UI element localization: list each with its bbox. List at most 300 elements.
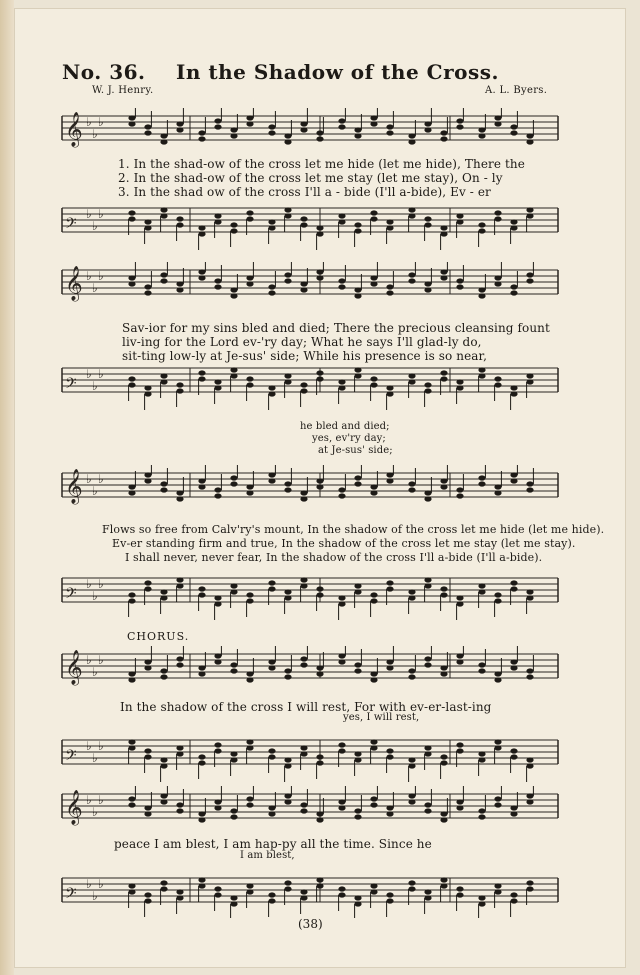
note-head: [214, 213, 221, 218]
note-head: [128, 889, 135, 894]
note-head: [214, 653, 221, 658]
note-head: [268, 665, 275, 670]
note-head: [338, 487, 345, 492]
note-head: [510, 659, 517, 664]
note-head: [144, 754, 151, 759]
bass-clef-icon: 𝄢: [65, 885, 77, 906]
note-head: [284, 589, 291, 594]
note-head: [230, 751, 237, 756]
note-head: [300, 662, 307, 667]
note-head: [268, 472, 275, 477]
note-head: [370, 677, 377, 682]
note-head: [316, 136, 323, 141]
note-head: [494, 281, 501, 286]
note-head: [214, 487, 221, 492]
note-head: [284, 139, 291, 144]
note-head: [230, 895, 237, 900]
note-head: [284, 668, 291, 673]
note-head: [354, 367, 361, 372]
note-head: [526, 674, 533, 679]
note-head: [510, 385, 517, 390]
note-head: [176, 745, 183, 750]
note-head: [144, 391, 151, 396]
note-head: [284, 373, 291, 378]
note-head: [284, 272, 291, 277]
note-head: [456, 886, 463, 891]
note-head: [494, 275, 501, 280]
note-head: [354, 895, 361, 900]
note-head: [478, 475, 485, 480]
note-head: [386, 385, 393, 390]
note-head: [284, 674, 291, 679]
note-head: [246, 490, 253, 495]
note-head: [456, 124, 463, 129]
note-head: [456, 278, 463, 283]
flat-icon: ♭: [98, 207, 104, 221]
note-head: [230, 589, 237, 594]
note-head: [316, 376, 323, 381]
note-head: [284, 207, 291, 212]
note-head: [230, 668, 237, 673]
note-head: [354, 475, 361, 480]
note-head: [424, 127, 431, 132]
note-head: [214, 493, 221, 498]
note-head: [246, 121, 253, 126]
note-head: [354, 751, 361, 756]
note-head: [198, 665, 205, 670]
note-head: [386, 284, 393, 289]
note-head: [526, 207, 533, 212]
note-head: [440, 269, 447, 274]
note-head: [370, 216, 377, 221]
note-head: [160, 674, 167, 679]
note-head: [214, 892, 221, 897]
note-head: [494, 889, 501, 894]
note-head: [128, 677, 135, 682]
note-head: [176, 889, 183, 894]
note-head: [494, 671, 501, 676]
note-head: [424, 388, 431, 393]
note-head: [214, 742, 221, 747]
note-head: [214, 799, 221, 804]
note-head: [424, 577, 431, 582]
note-head: [246, 376, 253, 381]
note-head: [424, 889, 431, 894]
note-head: [338, 748, 345, 753]
note-head: [424, 121, 431, 126]
note-head: [440, 592, 447, 597]
note-head: [510, 225, 517, 230]
flat-icon: ♭: [86, 577, 92, 591]
note-head: [176, 287, 183, 292]
note-head: [316, 231, 323, 236]
note-head: [230, 293, 237, 298]
note-head: [478, 757, 485, 762]
note-head: [370, 376, 377, 381]
note-head: [424, 656, 431, 661]
note-head: [408, 213, 415, 218]
note-head: [478, 228, 485, 233]
note-head: [526, 793, 533, 798]
flat-icon: ♭: [92, 127, 98, 141]
note-head: [338, 493, 345, 498]
note-head: [160, 379, 167, 384]
note-head: [128, 121, 135, 126]
note-head: [214, 118, 221, 123]
chorus-line2: peace I am blest, I am hap-py all the time. Since he: [114, 837, 432, 851]
note-head: [526, 487, 533, 492]
note-head: [214, 659, 221, 664]
note-head: [370, 490, 377, 495]
note-head: [370, 598, 377, 603]
note-head: [424, 222, 431, 227]
note-head: [214, 601, 221, 606]
note-head: [354, 133, 361, 138]
note-head: [456, 748, 463, 753]
note-head: [300, 287, 307, 292]
note-head: [268, 284, 275, 289]
note-head: [478, 662, 485, 667]
note-head: [176, 656, 183, 661]
note-head: [176, 808, 183, 813]
note-head: [160, 213, 167, 218]
note-head: [144, 892, 151, 897]
note-head: [198, 269, 205, 274]
note-head: [354, 293, 361, 298]
note-head: [440, 478, 447, 483]
note-head: [246, 484, 253, 489]
note-head: [246, 677, 253, 682]
note-head: [408, 481, 415, 486]
note-head: [424, 281, 431, 286]
note-head: [128, 216, 135, 221]
note-head: [478, 481, 485, 486]
note-head: [386, 472, 393, 477]
treble-clef-icon: 𝄞: [65, 112, 83, 147]
note-head: [494, 883, 501, 888]
note-head: [198, 754, 205, 759]
note-head: [424, 751, 431, 756]
note-head: [440, 484, 447, 489]
note-head: [284, 133, 291, 138]
note-head: [160, 589, 167, 594]
note-head: [144, 124, 151, 129]
flat-icon: ♭: [98, 577, 104, 591]
note-head: [160, 793, 167, 798]
note-head: [230, 127, 237, 132]
note-head: [316, 592, 323, 597]
note-head: [338, 805, 345, 810]
note-head: [230, 373, 237, 378]
note-head: [440, 130, 447, 135]
chorus-label: CHORUS.: [127, 630, 190, 643]
note-head: [510, 805, 517, 810]
note-head: [386, 124, 393, 129]
note-head: [300, 127, 307, 132]
note-head: [338, 118, 345, 123]
note-head: [268, 898, 275, 903]
note-head: [440, 376, 447, 381]
note-head: [300, 577, 307, 582]
note-head: [316, 370, 323, 375]
note-head: [128, 490, 135, 495]
note-head: [424, 496, 431, 501]
note-head: [510, 748, 517, 753]
note-head: [316, 811, 323, 816]
note-head: [176, 577, 183, 582]
note-head: [338, 653, 345, 658]
flat-icon: ♭: [86, 367, 92, 381]
note-head: [478, 367, 485, 372]
note-head: [526, 278, 533, 283]
note-head: [408, 886, 415, 891]
treble-clef-icon: 𝄞: [65, 650, 83, 685]
note-head: [408, 595, 415, 600]
note-head: [160, 139, 167, 144]
lyricist-credit: W. J. Henry.: [92, 85, 154, 96]
note-head: [424, 745, 431, 750]
verse2-line2: liv-ing for the Lord ev-'ry day; What he says I'll glad-ly do,: [122, 335, 482, 349]
flat-icon: ♭: [98, 269, 104, 283]
verse1-line2-echo: he bled and died;: [300, 421, 390, 432]
note-head: [510, 580, 517, 585]
note-head: [128, 802, 135, 807]
note-head: [456, 385, 463, 390]
note-head: [300, 382, 307, 387]
note-head: [370, 210, 377, 215]
note-head: [408, 207, 415, 212]
note-head: [230, 367, 237, 372]
note-head: [424, 490, 431, 495]
note-head: [494, 796, 501, 801]
note-head: [408, 880, 415, 885]
note-head: [144, 478, 151, 483]
note-head: [370, 382, 377, 387]
verse3-line3: I shall never, never fear, In the shadow of the cross I'll a-bide (I'll a-bide).: [125, 551, 543, 564]
flat-icon: ♭: [92, 219, 98, 233]
note-head: [268, 892, 275, 897]
note-head: [246, 115, 253, 120]
note-head: [440, 760, 447, 765]
note-head: [214, 595, 221, 600]
note-head: [386, 290, 393, 295]
note-head: [424, 216, 431, 221]
note-head: [354, 668, 361, 673]
note-head: [230, 481, 237, 486]
note-head: [128, 598, 135, 603]
flat-icon: ♭: [92, 281, 98, 295]
note-head: [160, 207, 167, 212]
note-head: [440, 586, 447, 591]
note-head: [316, 877, 323, 882]
note-head: [510, 290, 517, 295]
note-head: [440, 370, 447, 375]
note-head: [316, 130, 323, 135]
note-head: [478, 583, 485, 588]
note-head: [128, 739, 135, 744]
note-head: [246, 592, 253, 597]
note-head: [284, 880, 291, 885]
note-head: [478, 895, 485, 900]
note-head: [316, 586, 323, 591]
note-head: [478, 133, 485, 138]
treble-staff-2: [60, 262, 560, 314]
note-head: [176, 490, 183, 495]
note-head: [284, 481, 291, 486]
treble-staff-1: [60, 108, 560, 160]
note-head: [424, 895, 431, 900]
note-head: [128, 484, 135, 489]
verse2-line2-echo: yes, ev'ry day;: [312, 433, 386, 444]
note-head: [478, 901, 485, 906]
note-head: [300, 751, 307, 756]
note-head: [198, 231, 205, 236]
note-head: [370, 745, 377, 750]
note-head: [494, 490, 501, 495]
note-head: [354, 481, 361, 486]
note-head: [424, 583, 431, 588]
note-head: [494, 598, 501, 603]
note-head: [300, 583, 307, 588]
note-head: [316, 484, 323, 489]
note-head: [300, 216, 307, 221]
note-head: [478, 222, 485, 227]
note-head: [246, 745, 253, 750]
note-head: [456, 219, 463, 224]
note-head: [144, 898, 151, 903]
note-head: [268, 225, 275, 230]
treble-staff-4: [60, 646, 560, 698]
note-head: [144, 586, 151, 591]
flat-icon: ♭: [92, 665, 98, 679]
note-head: [284, 278, 291, 283]
note-head: [246, 796, 253, 801]
bass-staff-1: [60, 200, 560, 252]
bass-clef-icon: 𝄢: [65, 215, 77, 236]
flat-icon: ♭: [92, 805, 98, 819]
note-head: [284, 379, 291, 384]
note-head: [386, 130, 393, 135]
verse3-line2-echo: at Je-sus' side;: [318, 445, 393, 456]
note-head: [144, 748, 151, 753]
note-head: [354, 228, 361, 233]
note-head: [354, 757, 361, 762]
note-head: [456, 742, 463, 747]
note-head: [386, 586, 393, 591]
note-head: [160, 886, 167, 891]
note-head: [128, 376, 135, 381]
note-head: [386, 391, 393, 396]
note-head: [300, 388, 307, 393]
hymn-number: No. 36.: [62, 60, 146, 84]
note-head: [128, 382, 135, 387]
note-head: [160, 880, 167, 885]
note-head: [300, 121, 307, 126]
note-head: [494, 592, 501, 597]
flat-icon: ♭: [86, 739, 92, 753]
note-head: [246, 210, 253, 215]
note-head: [370, 889, 377, 894]
note-head: [284, 799, 291, 804]
note-head: [144, 290, 151, 295]
note-head: [338, 284, 345, 289]
note-head: [456, 805, 463, 810]
note-head: [176, 895, 183, 900]
note-head: [198, 817, 205, 822]
flat-icon: ♭: [98, 739, 104, 753]
note-head: [128, 883, 135, 888]
note-head: [370, 484, 377, 489]
note-head: [494, 802, 501, 807]
note-head: [386, 219, 393, 224]
flat-icon: ♭: [86, 207, 92, 221]
note-head: [268, 385, 275, 390]
note-head: [478, 808, 485, 813]
note-head: [526, 589, 533, 594]
note-head: [354, 583, 361, 588]
note-head: [176, 121, 183, 126]
note-head: [456, 659, 463, 664]
note-head: [510, 811, 517, 816]
note-head: [144, 130, 151, 135]
note-head: [370, 592, 377, 597]
note-head: [408, 487, 415, 492]
note-head: [300, 656, 307, 661]
note-head: [144, 284, 151, 289]
note-head: [440, 231, 447, 236]
note-head: [128, 796, 135, 801]
note-head: [440, 665, 447, 670]
note-head: [440, 275, 447, 280]
treble-staff-3: [60, 465, 560, 517]
composer-credit: A. L. Byers.: [485, 85, 548, 96]
note-head: [494, 210, 501, 215]
note-head: [128, 210, 135, 215]
note-head: [160, 763, 167, 768]
note-head: [176, 222, 183, 227]
note-head: [316, 269, 323, 274]
treble-clef-icon: 𝄞: [65, 266, 83, 301]
note-head: [316, 665, 323, 670]
note-head: [268, 805, 275, 810]
note-head: [230, 662, 237, 667]
note-head: [456, 118, 463, 123]
note-head: [128, 592, 135, 597]
note-head: [230, 222, 237, 227]
note-head: [338, 385, 345, 390]
page-edge: [0, 0, 14, 975]
note-head: [268, 290, 275, 295]
note-head: [478, 589, 485, 594]
flat-icon: ♭: [92, 751, 98, 765]
note-head: [526, 880, 533, 885]
note-head: [198, 671, 205, 676]
note-head: [456, 601, 463, 606]
note-head: [386, 580, 393, 585]
note-head: [494, 115, 501, 120]
note-head: [268, 586, 275, 591]
note-head: [510, 898, 517, 903]
note-head: [144, 225, 151, 230]
bass-staff-5: [60, 870, 560, 918]
note-head: [268, 811, 275, 816]
note-head: [408, 373, 415, 378]
note-head: [230, 901, 237, 906]
note-head: [510, 478, 517, 483]
note-head: [456, 493, 463, 498]
note-head: [338, 892, 345, 897]
note-head: [214, 385, 221, 390]
